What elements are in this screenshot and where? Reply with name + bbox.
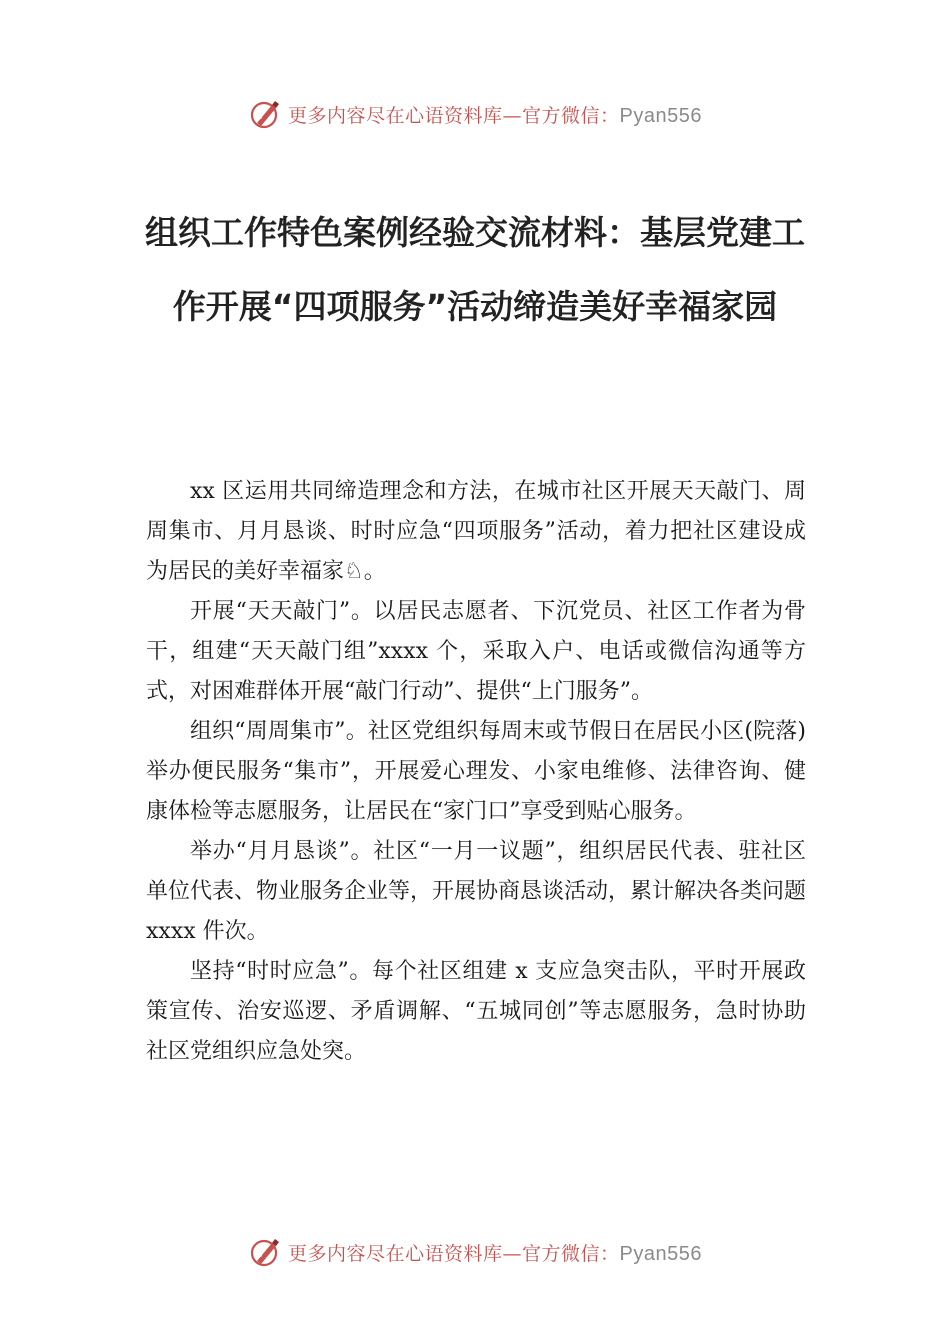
watermark-text: 更多内容尽在心语资料库—官方微信：Pyan556 <box>288 1242 702 1265</box>
paragraph-weekly-market: 组织“周周集市”。社区党组织每周末或节假日在居民小区(院落)举办便民服务“集市”，开展爱心理发、小家电维修、法律咨询、健康体检等志愿服务，让居民在“家门口”享受到贴心服务。 <box>146 719 806 824</box>
pen-logo-icon <box>248 1235 282 1269</box>
watermark-text: 更多内容尽在心语资料库—官方微信：Pyan556 <box>288 104 702 127</box>
pen-logo-icon <box>248 97 282 131</box>
document-body <box>146 472 806 1072</box>
paragraph-intro: xx 区运用共同缔造理念和方法，在城市社区开展天天敲门、周周集市、月月恳谈、时时应急“四项服务”活动，着力把社区建设成为居民的美好幸福家♘。 <box>146 479 806 584</box>
watermark-wechat-id: Pyan556 <box>619 104 702 127</box>
paragraph-emergency: 坚持“时时应急”。每个社区组建 x 支应急突击队，平时开展政策宣传、治安巡逻、矛盾调解、“五城同创”等志愿服务，急时协助社区党组织应急处突。 <box>146 959 806 1064</box>
document-title: 组织工作特色案例经验交流材料：基层党建工作开展“四项服务”活动缔造美好幸福家园 <box>145 213 805 326</box>
header-watermark <box>0 94 950 134</box>
paragraph-monthly-talk: 举办“月月恳谈”。社区“一月一议题”，组织居民代表、驻社区单位代表、物业服务企业等，开展协商恳谈活动，累计解决各类问题 xxxx 件次。 <box>146 839 807 944</box>
footer-watermark <box>0 1232 950 1272</box>
paragraph-knock-door: 开展“天天敲门”。以居民志愿者、下沉党员、社区工作者为骨干，组建“天天敲门组”xxxx 个，采取入户、电话或微信沟通等方式，对困难群体开展“敲门行动”、提供“上门服务”。 <box>146 599 806 704</box>
watermark-wechat-id: Pyan556 <box>619 1242 702 1265</box>
